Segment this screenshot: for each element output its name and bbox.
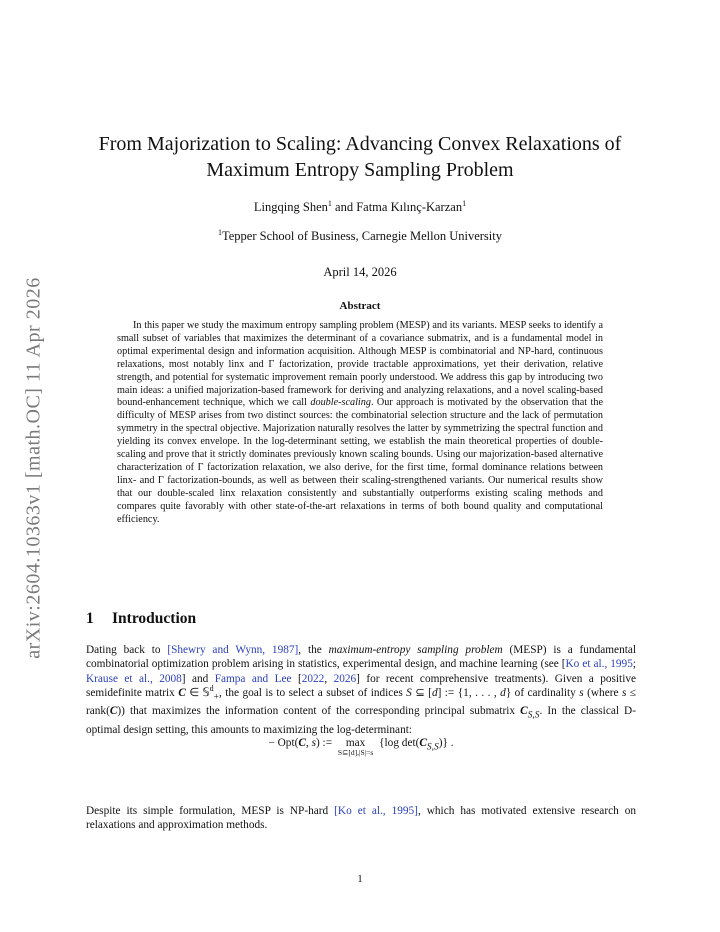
math-subscript: +	[213, 692, 219, 703]
equation-part: {log det(	[376, 737, 420, 749]
abstract-text: . Our approach is motivated by the observation that the difficulty of MESP arises from two distinct sources: the combinatorial selection structure and the lack of permutation symmetry in the spectral objective. Majorization naturally resolves the latter by symmetrizing the spectral function and yielding its convex envelope. In the log-determinant setting, we establish the main theoretical properties of double-scaling and prove that it strictly dominates previously known scaling bounds. Using our majorization-based alternative characterization of Γ factorization relaxation, we also derive, for the first time, formal dominance relations between linx- and Γ factorization-bounds, as well as between their scaling-strengthened variants. Our numerical results show that our double-scaled linx relaxation consistently and substantially outperforms existing scaling methods and compares quite favorably with other state-of-the-art relaxations in terms of both bound quality and computational efficiency.	[117, 397, 603, 525]
text-run: ] and	[181, 672, 215, 685]
math-subscript: S,S	[527, 710, 540, 721]
citation-link[interactable]: [Shewry and Wynn, 1987]	[167, 644, 299, 656]
author-list	[80, 200, 640, 215]
text-run: [	[291, 672, 302, 685]
citation-link[interactable]: [Ko et al., 1995]	[334, 805, 418, 817]
max-operator	[338, 737, 373, 757]
log-det-equation	[86, 737, 636, 757]
math-symbol: s	[621, 686, 627, 699]
abstract-heading: Abstract	[339, 300, 381, 312]
math-symbol: C	[298, 737, 306, 749]
math-superscript: d	[209, 683, 214, 693]
equation-part: − Opt(	[268, 737, 299, 749]
math-symbol: C	[520, 705, 528, 718]
text-run: (MESP) is a fundamental combinatorial optimization problem arising in statistics, experimental design, and machine learning (see [	[86, 644, 637, 671]
max-label: max	[345, 737, 366, 749]
affiliation-mark: 1	[218, 228, 222, 237]
section-title: Introduction	[112, 610, 197, 627]
text-run: , which has motivated extensive research on relaxations and approximation methods.	[86, 805, 637, 832]
text-run: ,	[324, 672, 334, 685]
text-run: ∈ 𝕊	[185, 686, 210, 699]
intro-paragraph-2	[86, 804, 636, 833]
text-run: )) that maximizes the information content of the corresponding principal submatrix	[117, 705, 521, 718]
intro-paragraph-1	[86, 643, 636, 737]
section-number: 1	[86, 610, 94, 627]
text-run: ] for recent comprehensive treatments). Given a positive semidefinite matrix	[86, 672, 637, 699]
math-symbol: d	[500, 686, 506, 699]
text-run: , the	[298, 644, 329, 656]
emphasis-text: maximum-entropy sampling problem	[328, 644, 503, 656]
page-number: 1	[357, 873, 363, 885]
affiliation-mark: 1	[327, 199, 332, 208]
text-run: . In the classical D-optimal design setting, this amounts to maximizing the log-determinant:	[86, 705, 636, 736]
arxiv-identifier	[20, 248, 48, 688]
equation-part: ) :=	[315, 737, 335, 749]
math-symbol: S	[406, 686, 412, 699]
equation-part: ,	[305, 737, 312, 749]
affiliation	[80, 229, 640, 244]
math-symbol: C	[178, 686, 186, 699]
math-subscript: S,S	[426, 742, 439, 753]
title-line-2: Maximum Entropy Sampling Problem	[206, 159, 514, 181]
citation-link[interactable]: Krause et al., 2008	[86, 672, 182, 685]
math-symbol: s	[579, 686, 584, 699]
max-subscript: S⊆[d],|S|=s	[337, 748, 374, 757]
section-heading	[86, 610, 196, 628]
math-symbol: s	[311, 737, 316, 749]
text-run: ≤ rank(	[86, 686, 636, 718]
author-name: Fatma Kılınç-Karzan	[356, 200, 463, 214]
affiliation-mark: 1	[462, 199, 467, 208]
author-name: Lingqing Shen	[253, 200, 328, 214]
paper-title	[80, 131, 640, 183]
arxiv-identifier-text: arXiv:2604.10363v1 [math.OC] 11 Apr 2026	[22, 277, 45, 659]
text-run: , the goal is to select a subset of indices	[218, 686, 407, 699]
text-run: ;	[632, 658, 636, 671]
text-run: Despite its simple formulation, MESP is NP-hard	[86, 805, 335, 817]
math-symbol: d	[431, 686, 438, 699]
title-line-1: From Majorization to Scaling: Advancing Convex Relaxations of	[98, 133, 622, 155]
text-run: (where	[583, 686, 622, 699]
equation-part: )} .	[438, 737, 454, 749]
abstract-body	[117, 320, 603, 527]
citation-link[interactable]: 2022	[301, 672, 325, 685]
text-run: Dating back to	[86, 644, 168, 656]
paper-date: April 14, 2026	[323, 265, 397, 279]
text-run: ] := {1, . . . ,	[437, 686, 501, 699]
text-run: ⊆ [	[411, 686, 432, 699]
abstract-emphasis: double-scaling	[310, 397, 371, 409]
author-conjunction: and	[331, 200, 357, 214]
text-run: } of cardinality	[505, 686, 580, 699]
citation-link[interactable]: Ko et al., 1995	[565, 658, 633, 671]
abstract-text: In this paper we study the maximum entropy sampling problem (MESP) and its variants. MESP seeks to identify a small subset of variables that maximizes the determinant of a covariance submatrix, and is a fundamental model in optimal experimental design and information acquisition. Although MESP is combinatorial and NP-hard, continuous relaxations, most notably linx and Γ factorization, provide tractable approximations, yet their derivation, relative strength, and potential for systematic improvement remain poorly understood. We address this gap by introducing two main ideas: a unified majorization-based framework for deriving and analyzing relaxations, and a novel scaling-based bound-enhancement technique, which we call	[117, 320, 603, 409]
math-symbol: C	[419, 737, 427, 749]
citation-link[interactable]: 2026	[333, 672, 357, 685]
math-symbol: C	[109, 705, 118, 718]
affiliation-text: Tepper School of Business, Carnegie Mellon University	[222, 229, 502, 243]
citation-link[interactable]: Fampa and Lee	[214, 672, 292, 685]
